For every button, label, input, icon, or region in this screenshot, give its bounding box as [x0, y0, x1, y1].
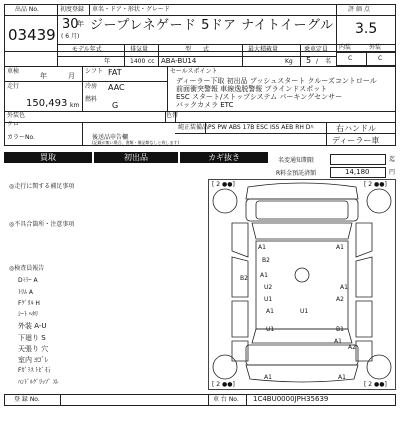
damage-mark: U2 [264, 284, 273, 291]
interior-label: 内装 [339, 44, 352, 51]
ac-label: 冷房 [85, 83, 98, 90]
inspector-line-2: ﾄﾘﾑ A [18, 289, 34, 296]
reg-month: ( 6 月) [61, 33, 80, 40]
corner-label-bottom-left: [ 2 ●●] [212, 381, 235, 388]
color-code-label: カラーNo. [7, 134, 35, 141]
recycle-label: R料金預託済額 [276, 170, 317, 177]
mileage-value: 150,493 [26, 98, 68, 109]
right-front-door [356, 257, 372, 297]
type-label: 型 式 [185, 46, 210, 53]
damage-mark: A1 [334, 338, 342, 345]
corner-label-bottom-right: [ 2 ●●] [364, 381, 387, 388]
hood-outer [246, 199, 358, 221]
damage-mark: A2 [336, 296, 344, 303]
lot-label: 出品 No. [15, 6, 39, 13]
damage-mark: B2 [262, 257, 270, 264]
sales-line-4: バックカメラ ETC [176, 101, 234, 109]
displacement-label: 排気量 [130, 46, 149, 53]
corner-label-top-left: [ 2 ●●] [212, 181, 235, 188]
damage-mark: A1 [266, 308, 274, 315]
reg-year-unit: 年 [77, 20, 84, 28]
damage-mark: A1 [338, 374, 346, 381]
capacity-slash: / [316, 58, 319, 65]
left-front-fender [232, 223, 248, 257]
damage-mark: A1 [340, 284, 348, 291]
displacement-value: 1400 [130, 58, 146, 65]
handle-value: 右ハンドル [336, 124, 376, 133]
inspector-line-7: 天張り 穴 [18, 345, 49, 353]
mileage-label: 走行 [7, 83, 20, 90]
equipment-value: PS PW ABS 17B ESC ISS AEB RH Dﾊ [208, 124, 314, 131]
inspector-line-10: ﾊﾝﾄﾞﾙｸﾞﾘｯﾌﾟ ｽﾚ [18, 379, 59, 386]
damage-mark: A1 [336, 244, 344, 251]
inspector-line-6: 下廻り S [18, 334, 46, 342]
supplement-label: ◎走行に関する補足事項 [9, 183, 75, 190]
damage-mark: U1 [266, 326, 275, 333]
tab-key-removed: カギ抜き [180, 152, 268, 163]
chassis-no-label: 車 台 No. [213, 396, 239, 403]
registration-no-label: 登 録 No. [14, 396, 40, 403]
left-rear-door [232, 301, 248, 337]
inspection-label: 車検 [7, 68, 20, 75]
car-diagram [208, 179, 396, 390]
tab-buy: 買取 [4, 152, 92, 163]
chassis-no-value: 1C4BU0000JPH35639 [253, 395, 329, 403]
lot-number: 03439 [8, 26, 56, 44]
inspection-month-unit: 月 [68, 72, 75, 80]
front-bumper [246, 183, 358, 199]
inspector-line-8: 室内 ﾖｺﾞﾚ [18, 356, 49, 364]
displacement-unit: cc [148, 58, 155, 65]
tab-first-listing: 初出品 [94, 152, 178, 163]
inspection-year-unit: 年 [40, 72, 47, 80]
inspector-line-9: Fｶﾞﾗｽ ﾄﾋﾞ石 [18, 367, 51, 374]
inspector-line-5: 外装 A-U [18, 322, 47, 330]
right-front-fender [356, 223, 372, 257]
wheel-rear-right [367, 355, 391, 379]
capacity-unit: 名 [325, 58, 332, 65]
windshield [252, 223, 352, 239]
mileage-unit: km [70, 102, 80, 109]
damage-mark: A1 [258, 244, 266, 251]
dealer-value: ディーラー車 [332, 136, 380, 145]
cert-label: 後送品申告欄 [92, 134, 129, 141]
recycle-unit: 円 [389, 169, 396, 176]
car-name: ジープレネゲード 5ドア ナイトイーグル [90, 18, 334, 33]
exterior-color-value: クロ [7, 121, 20, 128]
shift-value: FAT [108, 68, 122, 77]
first-reg-label: 初度登録 [60, 6, 85, 13]
fuel-value: G [112, 101, 119, 110]
damage-mark: A1 [264, 374, 272, 381]
wheel-front-right [367, 189, 391, 213]
reg-year: 30 [62, 17, 79, 32]
score-value: 3.5 [355, 21, 378, 37]
exterior-color-label: 外装色 [7, 112, 26, 119]
score-label: 評 価 点 [348, 6, 370, 13]
corner-label-top-right: [ 2 ●●] [364, 181, 387, 188]
max-load-label: 最大積載量 [248, 46, 279, 53]
load-unit: Kg [285, 58, 293, 65]
cert-sub: (記載が無い場合、書類・備品類なしと致します) [92, 140, 180, 145]
exterior-grade: C [378, 55, 383, 62]
inspector-title: ◎検査員報告 [9, 265, 45, 272]
tailgate [246, 345, 358, 365]
model-year-label: モデル年式 [72, 46, 102, 53]
sales-label: セールスポイント [170, 68, 218, 75]
interior-grade: C [348, 55, 353, 62]
wheel-front-left [213, 189, 237, 213]
expiry-unit: 迄 [389, 156, 396, 163]
fuel-label: 燃料 [85, 96, 98, 103]
capacity-value: 5 [306, 56, 312, 65]
inspector-line-3: Fｸﾞﾘﾙ H [18, 300, 40, 307]
damage-mark: U1 [264, 296, 273, 303]
type-code: ABA-BU14 [161, 57, 197, 65]
inspector-line-4: ｼｰﾄ ﾍﾀﾘ [18, 311, 38, 318]
wheel-rear-left [213, 355, 237, 379]
damage-mark: U1 [300, 308, 309, 315]
equipment-label: 純正装備品 [178, 124, 209, 131]
expiry-field [330, 154, 386, 165]
right-rear-door [356, 301, 372, 337]
car-label: 車名・ドア・形状・グレード [92, 6, 170, 13]
exterior-label: 外装 [369, 44, 382, 51]
damage-mark: B2 [240, 275, 248, 282]
footer-row [4, 394, 396, 406]
damage-mark: B1 [336, 326, 344, 333]
spare-tire [295, 268, 309, 282]
damage-mark: A2 [348, 344, 356, 351]
sales-line-3: ESC スタート/ストップシステム パーキングセンサー [176, 93, 343, 101]
model-year-unit: 年 [104, 58, 111, 65]
capacity-label: 乗車定員 [304, 46, 329, 53]
color-change-label: 色替 [166, 112, 179, 119]
ac-value: AAC [108, 83, 125, 92]
sales-line-2: 前面衝突警報 車線逸脱警報 ブラインドスポット [176, 85, 328, 93]
recycle-amount: 14,180 [345, 168, 370, 176]
inspector-line-1: Dﾐﾗｰ A [18, 277, 38, 284]
sales-line-1: ディーラー下取 初出品 プッシュスタート クルーズコントロール [176, 77, 377, 85]
defects-label: ◎不具合箇所・注意事項 [9, 221, 75, 228]
expiry-label: 名変通知期限 [278, 157, 315, 164]
damage-mark: A1 [260, 272, 268, 279]
hood [256, 201, 348, 219]
shift-label: シフト [85, 68, 104, 75]
